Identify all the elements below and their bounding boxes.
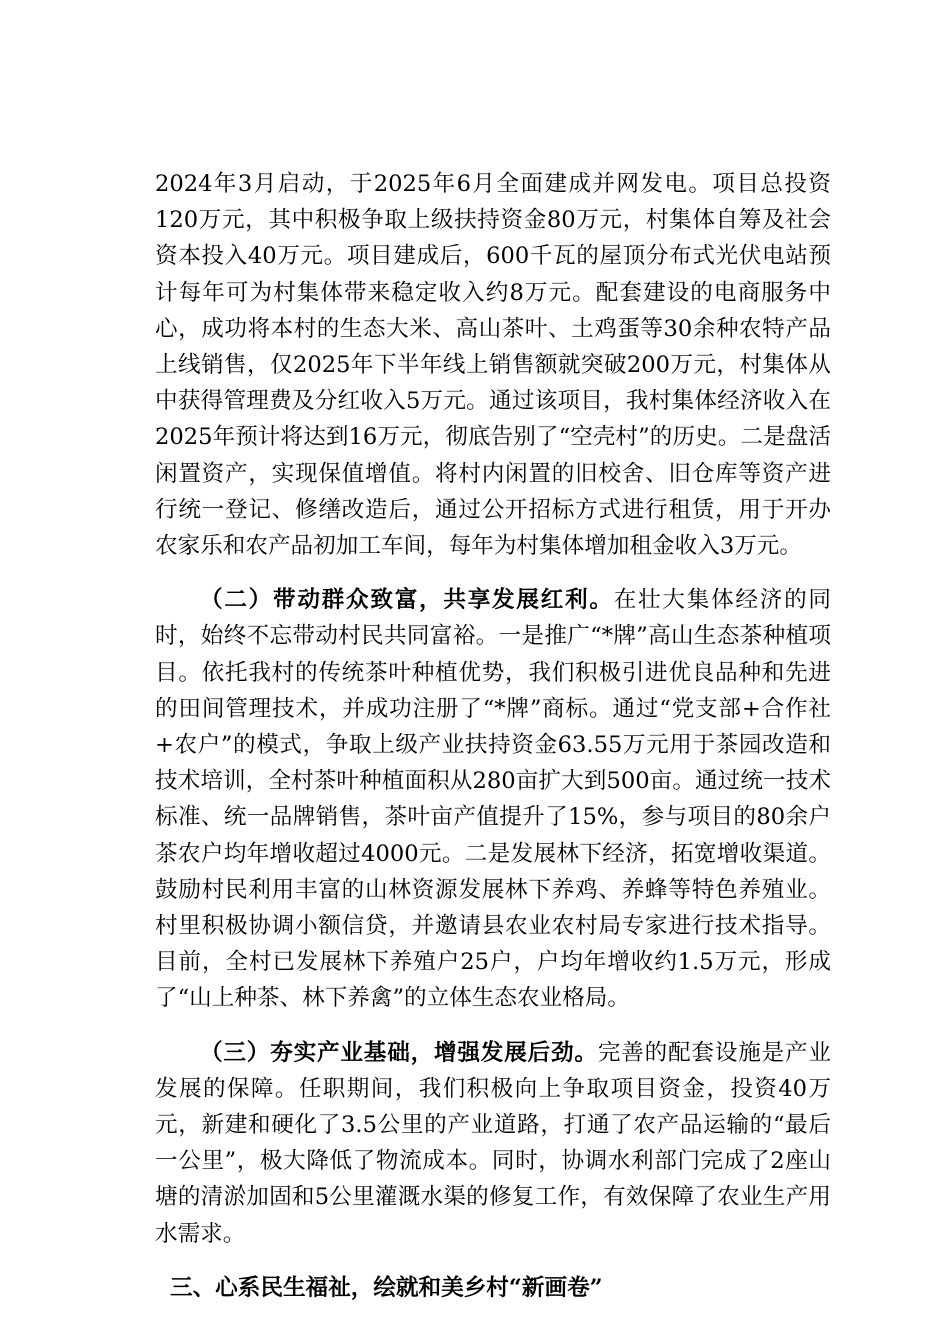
document-page	[155, 166, 831, 1306]
paragraph-3-lead: （三）夯实产业基础，增强发展后劲。	[200, 1039, 598, 1066]
section-heading: 三、心系民生福祉，绘就和美乡村“新画卷”	[170, 1274, 603, 1301]
paragraph-2	[155, 582, 831, 1016]
paragraph-1-body: 2024年3月启动，于2025年6月全面建成并网发电。项目总投资120万元，其中积极争取上级扶持资金80万元，村集体自筹及社会资本投入40万元。项目建成后，600千瓦的屋顶分布式光伏电站预计每年可为村集体带来稳定收入约8万元。配套建设的电商服务中心，成功将本村的生态大米、高山茶叶、土鸡蛋等30余种农特产品上线销售，仅2025年下半年线上销售额就突破200万元，村集体从中获得管理费及分红收入5万元。通过该项目，我村集体经济收入在2025年预计将达到16万元，彻底告别了“空壳村”的历史。二是盘活闲置资产，实现保值增值。将村内闲置的旧校舍、旧仓库等资产进行统一登记、修缮改造后，通过公开招标方式进行租赁，用于开办农家乐和农产品初加工车间，每年为村集体增加租金收入3万元。	[155, 171, 831, 560]
paragraph-3-body: 完善的配套设施是产业发展的保障。任职期间，我们积极向上争取项目资金，投资40万元，新建和硬化了3.5公里的产业道路，打通了农产品运输的“最后一公里”，极大降低了物流成本。同时，协调水利部门完成了2座山塘的清淤加固和5公里灌溉水渠的修复工作，有效保障了农业生产用水需求。	[155, 1039, 832, 1247]
paragraph-3	[155, 1035, 831, 1252]
paragraph-2-body: 在壮大集体经济的同时，始终不忘带动村民共同富裕。一是推广“*牌”高山生态茶种植项目。依托我村的传统茶叶种植优势，我们积极引进优良品种和先进的田间管理技术，并成功注册了“*牌”商标。通过“党支部+合作社+农户”的模式，争取上级产业扶持资金63.55万元用于茶园改造和技术培训，全村茶叶种植面积从280亩扩大到500亩。通过统一技术标准、统一品牌销售，茶叶亩产值提升了15%，参与项目的80余户茶农户均年增收超过4000元。二是发展林下经济，拓宽增收渠道。鼓励村民利用丰富的山林资源发展林下养鸡、养蜂等特色养殖业。村里积极协调小额信贷，并邀请县农业农村局专家进行技术指导。目前，全村已发展林下养殖户25户，户均年增收约1.5万元，形成了“山上种茶、林下养禽”的立体生态农业格局。	[155, 587, 832, 1012]
paragraph-2-lead: （二）带动群众致富，共享发展红利。	[200, 587, 614, 614]
paragraph-1	[155, 166, 831, 564]
